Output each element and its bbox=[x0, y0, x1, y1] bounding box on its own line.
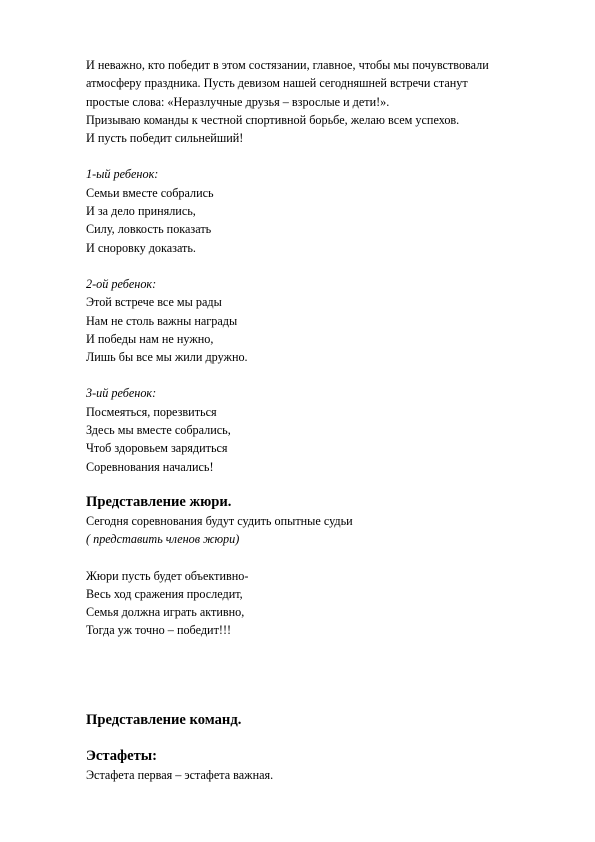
verse-line: И победы нам не нужно, bbox=[86, 331, 214, 346]
speaker-label: 3-ий ребенок: bbox=[86, 386, 157, 401]
intro-paragraph bbox=[86, 56, 566, 147]
relays-heading: Эстафеты: bbox=[86, 747, 158, 764]
verse-line: И за дело принялись, bbox=[86, 204, 196, 219]
child3-verse bbox=[86, 384, 566, 475]
relay-first: Эстафета первая – эстафета важная. bbox=[86, 767, 274, 782]
verse-line: Семьи вместе собрались bbox=[86, 185, 214, 200]
child2-verse bbox=[86, 275, 566, 366]
relays-section bbox=[86, 746, 566, 784]
jury-text: Сегодня соревнования будут судить опытные судьи bbox=[86, 513, 353, 528]
verse-line: Соревнования начались! bbox=[86, 459, 214, 474]
jury-heading: Представление жюри. bbox=[86, 493, 232, 510]
intro-line: простые слова: «Неразлучные друзья – взрослые и дети!». bbox=[86, 94, 390, 109]
intro-line: Призываю команды к честной спортивной борьбе, желаю всем успехов. bbox=[86, 112, 460, 127]
verse-line: Семья должна играть активно, bbox=[86, 605, 245, 620]
verse-line: Тогда уж точно – победит!!! bbox=[86, 623, 232, 638]
intro-line: И пусть победит сильнейший! bbox=[86, 131, 244, 146]
verse-line: Чтоб здоровьем зарядиться bbox=[86, 441, 228, 456]
verse-line: И сноровку доказать. bbox=[86, 240, 196, 255]
child1-verse bbox=[86, 165, 566, 256]
verse-line: Здесь мы вместе собрались, bbox=[86, 423, 231, 438]
verse-line: Силу, ловкость показать bbox=[86, 222, 212, 237]
verse-line: Лишь бы все мы жили дружно. bbox=[86, 350, 248, 365]
verse-line: Жюри пусть будет объективно- bbox=[86, 568, 249, 583]
teams-heading: Представление команд. bbox=[86, 711, 242, 728]
verse-line: Посмеяться, порезвиться bbox=[86, 404, 217, 419]
speaker-label: 2-ой ребенок: bbox=[86, 276, 157, 291]
jury-section bbox=[86, 492, 566, 640]
jury-note: ( представить членов жюри) bbox=[86, 532, 240, 547]
speaker-label: 1-ый ребенок: bbox=[86, 167, 159, 182]
intro-line: И неважно, кто победит в этом состязании, главное, чтобы мы почувствовали bbox=[86, 58, 489, 72]
verse-line: Нам не столь важны награды bbox=[86, 313, 238, 328]
verse-line: Этой встрече все мы рады bbox=[86, 295, 222, 310]
verse-line: Весь ход сражения проследит, bbox=[86, 586, 243, 601]
document-page bbox=[86, 56, 566, 784]
intro-line: атмосферу праздника. Пусть девизом нашей сегодняшней встречи станут bbox=[86, 76, 468, 91]
